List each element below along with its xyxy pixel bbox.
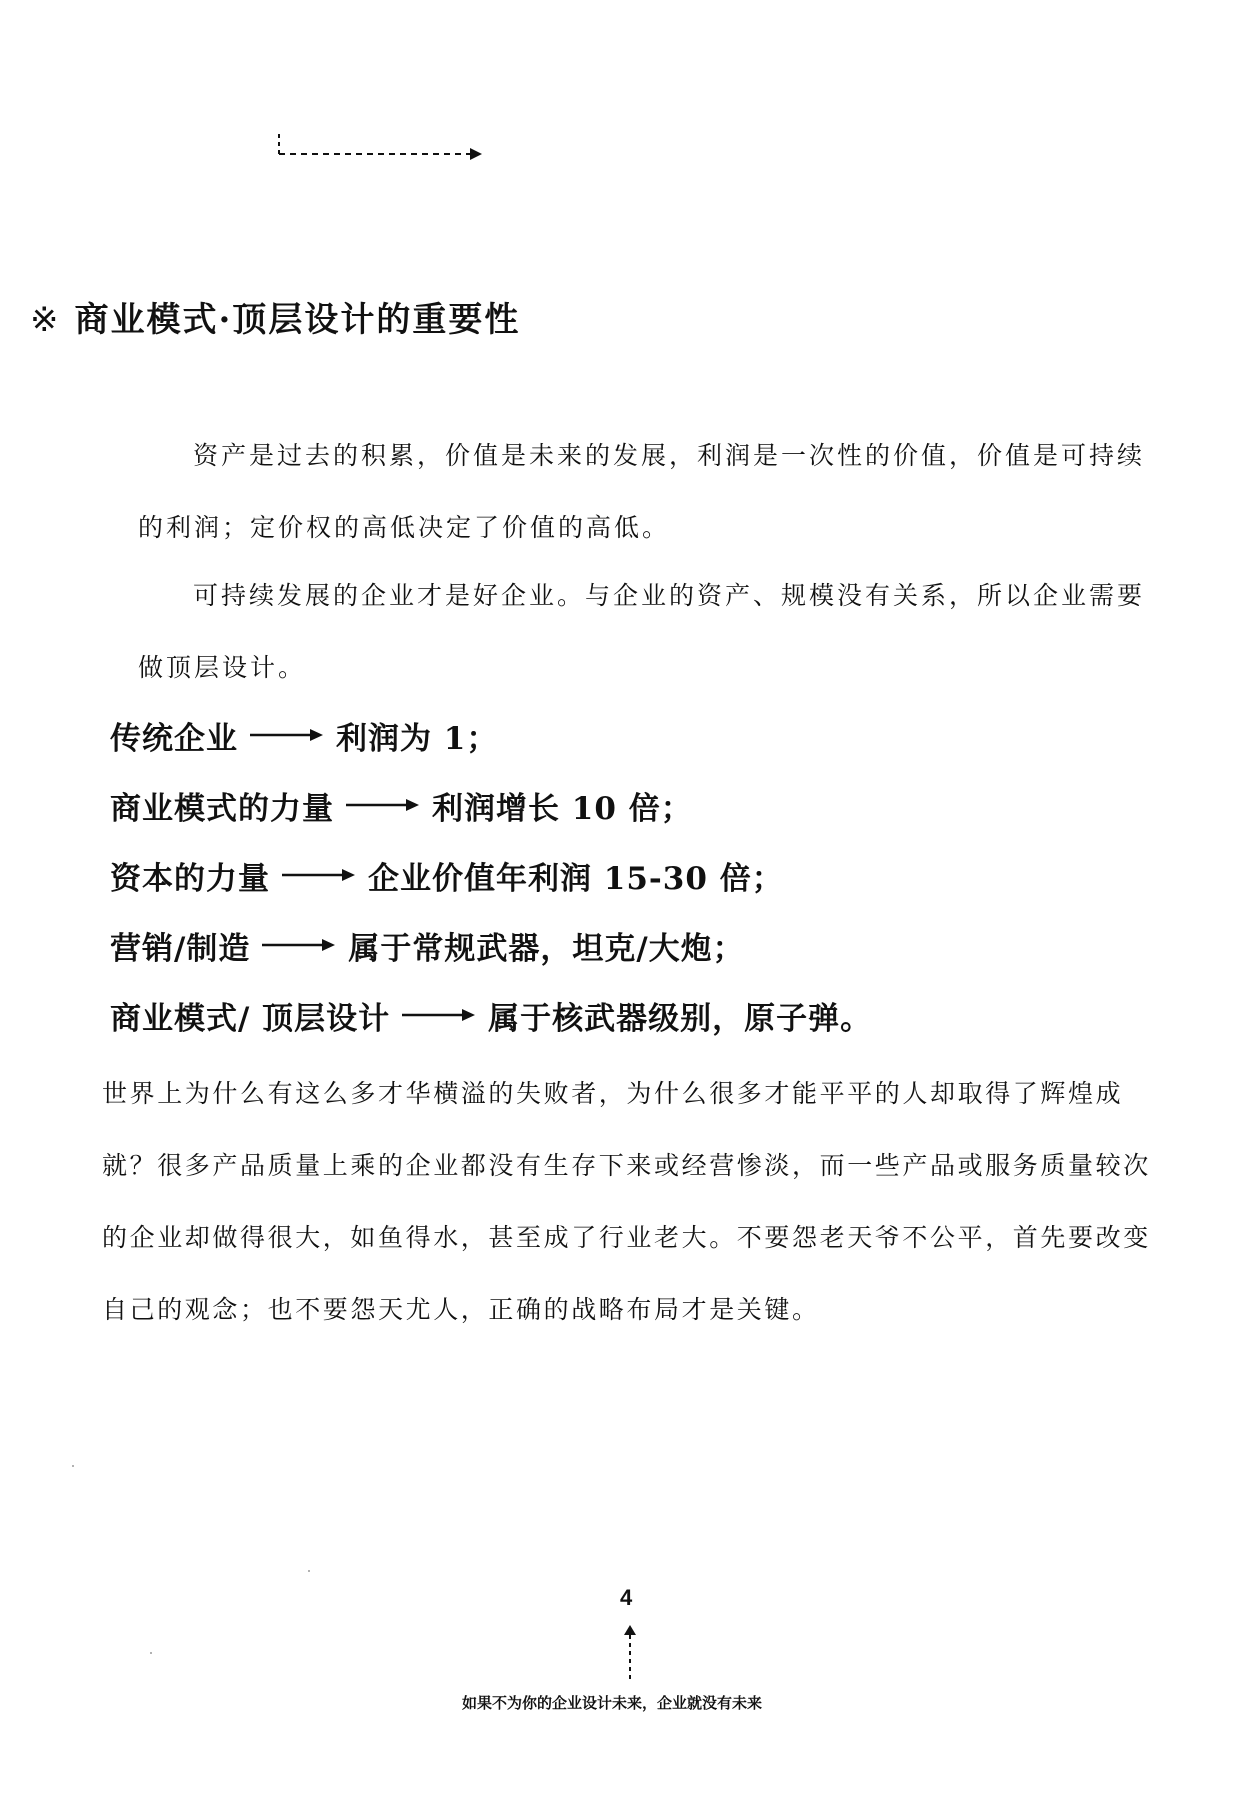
- right-arrow-icon: [402, 1008, 476, 1022]
- right-arrow-icon: [250, 728, 324, 742]
- flow-item-business-model: [110, 770, 872, 840]
- right-arrow-icon: [262, 938, 336, 952]
- section-title: 商业模式·顶层设计的重要性: [74, 300, 521, 340]
- scan-speck: [150, 1652, 152, 1654]
- dashed-arrow-icon: [276, 132, 486, 162]
- flow-from: 传统企业: [110, 720, 238, 757]
- flow-item-top-design: [110, 980, 872, 1050]
- flow-from: 营销/制造: [110, 930, 251, 967]
- page-number: 4: [620, 1585, 633, 1610]
- flow-to: 企业价值年利润 15-30 倍；: [368, 860, 784, 897]
- flow-from: 商业模式的力量: [110, 790, 334, 827]
- body-paragraph: 世界上为什么有这么多才华横溢的失败者，为什么很多才能平平的人却取得了辉煌成就？很多产品质量上乘的企业都没有生存下来或经营惨淡，而一些产品或服务质量较次的企业却做得很大，如鱼得水，甚至成了行业老大。不要怨老天爷不公平，首先要改变自己的观念；也不要怨天尤人，正确的战略布局才是关键。: [102, 1079, 1151, 1324]
- flow-to: 属于核武器级别，原子弹。: [488, 1000, 873, 1037]
- flow-item-traditional: [110, 700, 872, 770]
- scan-speck: [308, 1570, 310, 1572]
- flow-item-capital: [110, 840, 872, 910]
- paragraph-sustainable: 可持续发展的企业才是好企业。与企业的资产、规模没有关系，所以企业需要做顶层设计。: [138, 581, 1146, 682]
- right-arrow-icon: [282, 868, 356, 882]
- flow-to: 利润为 1；: [336, 720, 499, 757]
- flow-to: 利润增长 10 倍；: [432, 790, 693, 827]
- section-heading: [30, 292, 520, 341]
- footer-slogan: 如果不为你的企业设计未来，企业就没有未来: [462, 1694, 763, 1712]
- flow-item-marketing: [110, 910, 872, 980]
- reference-mark: ※: [30, 300, 61, 340]
- flow-from: 资本的力量: [110, 860, 270, 897]
- paragraph-assets-value: 资产是过去的积累，价值是未来的发展，利润是一次性的价值，价值是可持续的利润；定价权的高低决定了价值的高低。: [138, 441, 1146, 542]
- comparison-list: [110, 700, 872, 1050]
- flow-to: 属于常规武器，坦克/大炮；: [348, 930, 745, 967]
- dashed-up-arrow-icon: [620, 1625, 640, 1685]
- right-arrow-icon: [346, 798, 420, 812]
- scan-speck: [72, 1465, 74, 1467]
- flow-from: 商业模式/ 顶层设计: [110, 1000, 391, 1037]
